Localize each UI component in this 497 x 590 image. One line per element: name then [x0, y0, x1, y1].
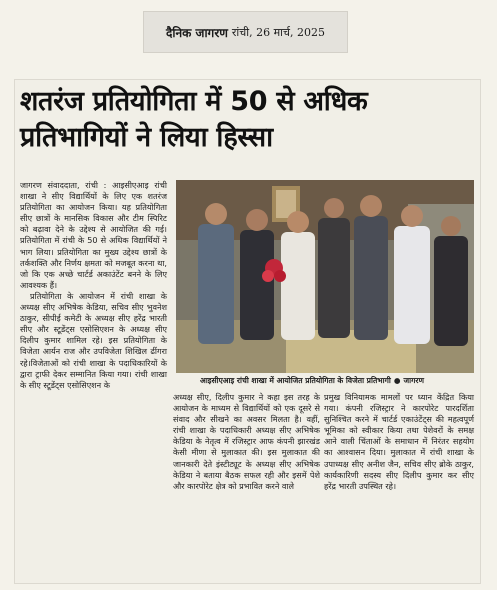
article-column-3 [324, 392, 474, 492]
news-photo [176, 180, 474, 373]
credit-bullet-icon: ● [393, 376, 401, 385]
masthead [143, 11, 348, 53]
article-column-2 [173, 392, 320, 492]
paragraph: जागरण संवाददाता, रांची : आइसीएआइ रांची शाखा ने सीए विद्यार्थियों के लिए एक शतरंज प्रतियोगिता का आयोजन किया। यह प्रतियोगिता सीए छात्रों के मानसिक विकास और टीम स्पिरिट को बढ़ावा देने के उद्देश्य से आयोजित की गई। प्रतियोगिता में रांची के 50 से अधिक विद्यार्थियों ने भाग लिया। प्रतियोगिता का मुख्य उद्देश्य छात्रों के तर्कशक्ति और निर्णय क्षमता को मजबूत करना था, जो कि एक अच्छे चार्टर्ड अकाउंटेंट बनने के लिए आवश्यक हैं। [20, 180, 167, 290]
group-photo-illustration [176, 180, 474, 373]
dateline: रांची, 26 मार्च, 2025 [231, 25, 325, 39]
newspaper-name: दैनिक जागरण [166, 25, 228, 40]
headline-line-1: शतरंज प्रतियोगिता में 50 से अधिक [20, 86, 368, 117]
paragraph: प्रतियोगिता के आयोजन में रांची शाखा के अध्यक्ष सीए अभिषेक केडिया, सचिव सीए भुवनेश ठाकुर, सीपीई कमेटी के अध्यक्ष सीए हरेंद्र भारती सीए और स्टूडेंट्स एसोसिएशन के अध्यक्ष सीए दिलीप कुमार शामिल रहे। इस प्रतियोगिता के विजेता आर्यन राज और उपविजेता शिखिल ढींगरा रहे।विजेताओं को रांची शाखा के पदाधिकारियों के द्वारा ट्राफी देकर सम्मानित किया गया। रांची शाखा के सीए स्टूडेंट्स एसोसिएशन के [20, 290, 167, 390]
photo-caption [200, 376, 424, 386]
headline [20, 84, 472, 156]
paragraph: अध्यक्ष सीए, दिलीप कुमार ने कहा इस तरह के आयोजन के माध्यम से विद्यार्थियों को एक दूसरे से संवाद और सीखने का अवसर मिलता है। वहीं, रांची शाखा के पदाधिकारी अध्यक्ष सीए अभिषेक केडिया के नेतृत्व में रजिस्ट्रार आफ कंपनी झारखंड केसी मीणा से मुलाकात की। इस मुलाकात की जानकारी देते इंस्टीट्यूट के अध्यक्ष सीए अभिषेक केडिया ने बताया बैठक सफल रही और इसमें पेशे और कारपोरेट क्षेत्र को प्रभावित करने वाले [173, 392, 320, 491]
photo-credit: जागरण [403, 376, 424, 385]
article-column-1 [20, 180, 167, 391]
headline-line-2: प्रतिभागियों ने लिया हिस्सा [20, 122, 273, 153]
caption-text: आइसीएआइ रांची शाखा में आयोजित प्रतियोगिता के विजेता प्रतिभागी [200, 376, 391, 385]
paragraph: प्रमुख विनियामक मामलों पर ध्यान केंद्रित किया गया। कंपनी रजिस्ट्रार ने कारपोरेट पारदर्शिता सुनिश्चित करने में चार्टर्ड एकाउंटेंट्स की महत्वपूर्ण भूमिका को स्वीकार किया तथा पेशेवरों के समक्ष आने वाली चिंताओं के समाधान में निरंतर सहयोग का आश्वासन दिया। मुलाकात में रांची शाखा के उपाध्यक्ष सीए अनीश जैन, सचिव सीए ब्रोके ठाकुर, कार्यकारिणी सदस्य सीए दिलीप कुमार कर सीए हरेंद्र भारती उपस्थित रहे। [324, 392, 474, 491]
